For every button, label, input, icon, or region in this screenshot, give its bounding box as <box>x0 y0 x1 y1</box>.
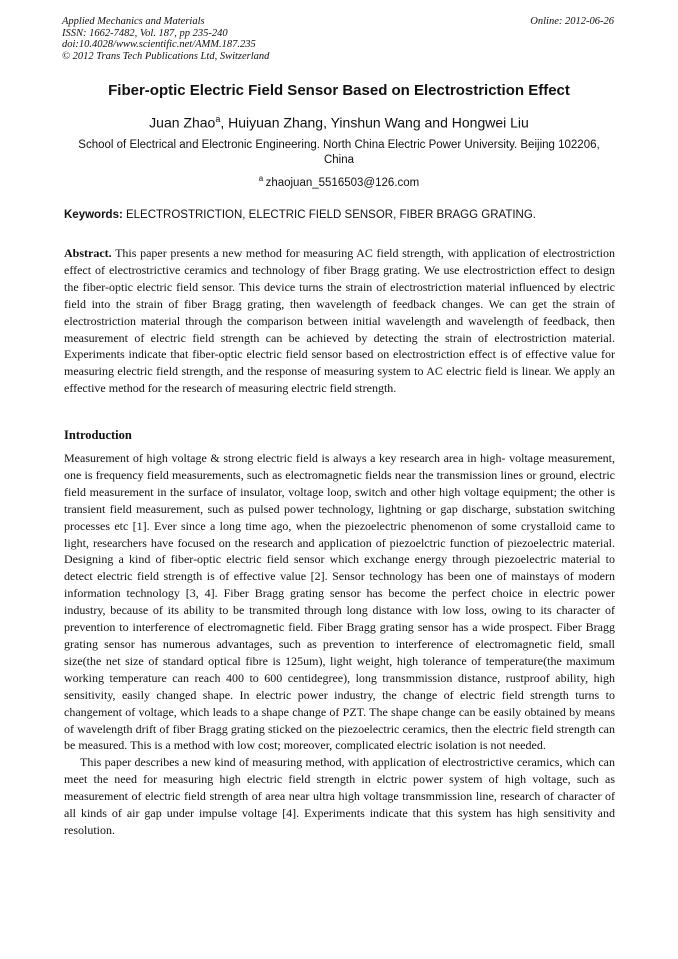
abstract-text: This paper presents a new method for measuring AC field strength, with application of electrostriction effect of electrostrictive ceramics and technology of fiber Bragg grating. We use electrostriction effect to design the fiber-optic electric field sensor. This device turns the strain of electrostriction material influenced by electric field into the strain of fiber Bragg grating, then wavelength of feedback changes. We can get the strain of electrostriction material through the comparison between initial wavelength and wavelength of feedback, then measurement of electric field strength can be achieved by detecting the strain of electrostriction material. Experiments indicate that fiber-optic electric field sensor based on electrostriction effect is of effective value for measuring electric field strength, and the response of measuring system to AC electric field is linear. We apply an effective method for the research of measuring electric field strength. <box>64 246 615 396</box>
journal-header <box>62 16 482 62</box>
email-affil-mark: a <box>258 174 264 183</box>
email-line <box>40 174 638 189</box>
abstract-label: Abstract. <box>64 246 112 260</box>
journal-name: Applied Mechanics and Materials <box>62 16 205 27</box>
first-author: Juan Zhao <box>149 114 216 131</box>
keywords <box>64 209 616 221</box>
keywords-label: Keywords: <box>64 209 123 221</box>
section-heading-introduction: Introduction <box>64 428 132 442</box>
intro-paragraph-2: This paper describes a new kind of measuring method, with application of electrostrictive ceramics, which can meet the need for measuring high electric field strength in elctric power system of high voltage, such as measurement of electric field strength of area near ultra high voltage transmmission line, research of character of all kinds of air gap under impulse voltage [4]. Experiments indicate that this system has high sensitivity and resolution. <box>64 755 615 837</box>
introduction-body <box>64 450 615 839</box>
paper-title: Fiber-optic Electric Field Sensor Based on Electrostriction Effect <box>108 82 570 99</box>
online-date: Online: 2012-06-26 <box>530 16 614 27</box>
doi-line: doi:10.4028/www.scientific.net/AMM.187.235 <box>62 39 256 50</box>
author-list <box>40 114 638 131</box>
keywords-text: ELECTROSTRICTION, ELECTRIC FIELD SENSOR, FIBER BRAGG GRATING. <box>122 209 536 221</box>
other-authors: , Huiyuan Zhang, Yinshun Wang and Hongwei Liu <box>220 114 529 131</box>
author-affil-mark: a <box>215 114 221 124</box>
affiliation: School of Electrical and Electronic Engineering. North China Electric Power University. Beijing 102206, China <box>78 139 600 166</box>
abstract <box>64 245 615 397</box>
email-address: zhaojuan_5516503@126.com <box>265 176 420 189</box>
issn-line: ISSN: 1662-7482, Vol. 187, pp 235-240 <box>62 27 228 39</box>
copyright-line: © 2012 Trans Tech Publications Ltd, Switzerland <box>62 50 270 62</box>
intro-paragraph-1: Measurement of high voltage & strong electric field is always a key research area in high- voltage measurement, one is frequency field measurements, such as electromagnetic fields near the transmission lines or ground, electric field measurement in the surface of insulator, voltage loop, switch and other high voltage equipment; the other is transient field measurement, such as pulsed power technology, lightning or gap discharge, substation switching processes etc [1]. Ever since a long time ago, when the piezoelectric phenomenon of some crystalloid came to light, researchers have focused on the research and application of piezoelctric function of piezoelectric material. Designing a kind of fiber-optic electric field sensor which exchange energy through piezoelectric material to detect electric field strength is of effective value [2]. Sensor technology has been one of mainstays of modern information technology [3, 4]. Fiber Bragg grating sensor has become the perfect choice in electric power industry, because of its ability to be transmited through long distance with low loss, owing to its character of prevention to interference of electromagnetic field. Fiber Bragg grating sensor has a wide prospect. Fiber Bragg grating sensor has numerous advantages, such as prevention to interference of electromagnetic field, small size(the net size of standard optical fibre is 125um), light weight, high tolerance of temperature(the maximum working temperature can reach 400 to 600 centidegree), long transmmission distance, rustproof ability, high sensitivity, easily changed shape. In electric power industry, the change of electric field strength turns to changement of voltage, which leads to a shape change of PZT. The shape change can be easily obtained by means of wavelength drift of fiber Bragg grating sticked on the piezoelectric ceramics, then the electric field strength can be measured. This is a method with low cost; moreover, complicated electric isolation is not needed. <box>64 451 615 753</box>
